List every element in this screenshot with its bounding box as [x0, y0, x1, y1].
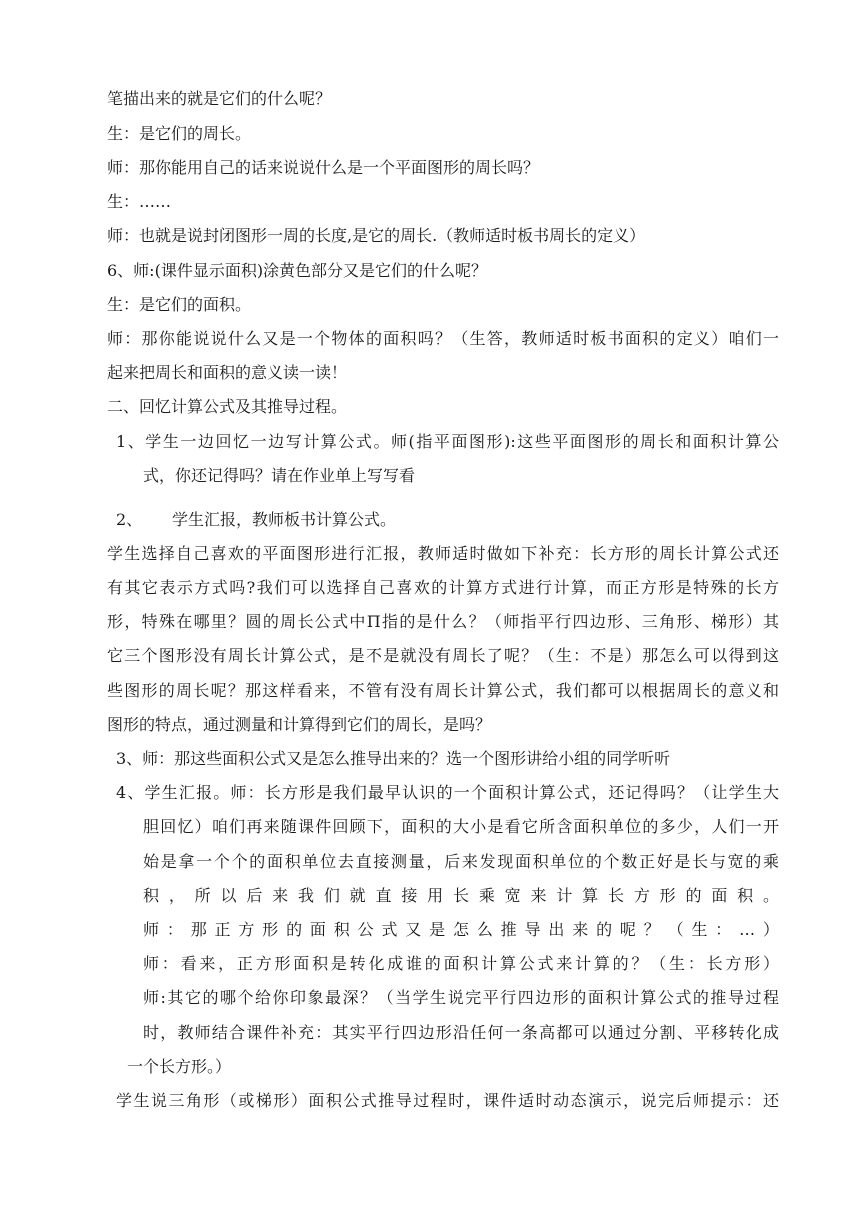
section-heading: 二、回忆计算公式及其推导过程。	[107, 397, 348, 416]
text-line: 生：是它们的周长。	[107, 124, 252, 143]
text-line: 图形的特点，通过测量和计算得到它们的周长，是吗？	[107, 715, 492, 734]
text-line: 它三个图形没有周长计算公式，是不是就没有周长了呢？（生：不是）那怎么可以得到这	[107, 646, 779, 665]
list-item: 学生汇报，教师板书计算公式。	[172, 510, 397, 529]
text-line: 式，你还记得吗？请在作业单上写写看	[143, 466, 416, 485]
text-line: 始是拿一个个的面积单位去直接测量，后来发现面积单位的个数正好是长与宽的乘	[143, 852, 779, 871]
list-item: 1、学生一边回忆一边写计算公式。师(指平面图形):这些平面图形的周长和面积计算公	[116, 432, 779, 451]
text-line: 师：那你能说说什么又是一个物体的面积吗？（生答，教师适时板书面积的定义）咱们一	[107, 329, 779, 348]
text-line: 些图形的周长呢？那这样看来，不管有没有周长计算公式，我们都可以根据周长的意义和	[107, 681, 779, 700]
text-line: 师：看来，正方形面积是转化成谁的面积计算公式来计算的？（生：长方形）	[143, 954, 779, 973]
text-line: 师：那正方形的面积公式又是怎么推导出来的呢？（生：…）	[143, 920, 779, 939]
text-line: 师：也就是说封闭图形一周的长度,是它的周长.（教师适时板书周长的定义）	[107, 226, 646, 245]
text-line: 生：是它们的面积。	[107, 295, 252, 314]
text-line: 生：……	[107, 192, 172, 211]
text-line: 时，教师结合课件补充：其实平行四边形沿任何一条高都可以通过分割、平移转化成	[143, 1023, 779, 1042]
text-line: 笔描出来的就是它们的什么呢？	[107, 89, 332, 108]
text-line: 6、师:(课件显示面积)涂黄色部分又是它们的什么呢？	[107, 261, 488, 280]
text-line: 师:其它的哪个给你印象最深？（当学生说完平行四边形的面积计算公式的推导过程	[143, 988, 779, 1007]
text-line: 师：那你能用自己的话来说说什么是一个平面图形的周长吗？	[107, 158, 540, 177]
text-line: 一个长方形。）	[127, 1057, 232, 1076]
text-line: 有其它表示方式吗?我们可以选择自己喜欢的计算方式进行计算，而正方形是特殊的长方	[107, 578, 779, 597]
list-item: 4、学生汇报。师：长方形是我们最早认识的一个面积计算公式，还记得吗？（让学生大	[116, 783, 779, 802]
text-line: 积，所以后来我们就直接用长乘宽来计算长方形的面积。	[143, 886, 779, 905]
list-item: 3、师：那这些面积公式又是怎么推导出来的？选一个图形讲给小组的同学听听	[116, 749, 671, 768]
list-number: 2、	[116, 510, 143, 529]
text-line: 胆回忆）咱们再来随课件回顾下，面积的大小是看它所含面积单位的多少，人们一开	[143, 817, 779, 836]
text-line: 学生选择自己喜欢的平面图形进行汇报，教师适时做如下补充：长方形的周长计算公式还	[107, 544, 779, 563]
text-line: 形，特殊在哪里？圆的周长公式中Π指的是什么？（师指平行四边形、三角形、梯形）其	[107, 612, 779, 631]
text-line: 学生说三角形（或梯形）面积公式推导过程时，课件适时动态演示，说完后师提示：还	[116, 1091, 779, 1110]
text-line: 起来把周长和面积的意义读一读！	[107, 363, 348, 382]
